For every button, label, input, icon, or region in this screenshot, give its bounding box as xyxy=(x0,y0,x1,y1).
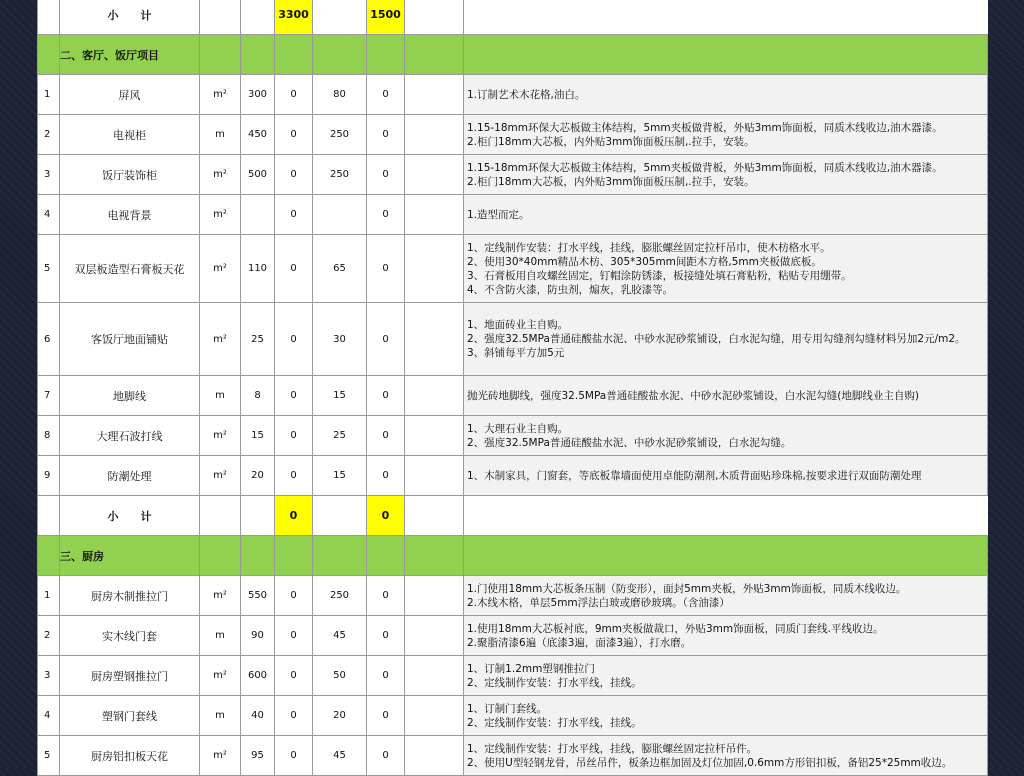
labor-total-cell[interactable]: 0 xyxy=(367,456,405,496)
subtotal-labor-cell[interactable] xyxy=(313,496,367,536)
quantity-cell[interactable]: 450 xyxy=(241,115,275,155)
material-price-cell[interactable]: 0 xyxy=(275,155,313,195)
table-row xyxy=(38,376,988,416)
table-row xyxy=(38,616,988,656)
quantity-cell[interactable]: 40 xyxy=(241,696,275,736)
row-index-cell[interactable]: 8 xyxy=(38,416,60,456)
blank-cell[interactable] xyxy=(405,235,464,303)
table-row xyxy=(38,155,988,195)
labor-price-cell[interactable]: 45 xyxy=(313,736,367,776)
unit-cell[interactable] xyxy=(200,576,241,616)
subtotal-desc-cell[interactable] xyxy=(405,0,464,35)
section-blank-cell[interactable] xyxy=(275,35,313,75)
description-cell[interactable]: 1、地面砖业主自购。 2、强度32.5MPa普通硅酸盐水泥、中砂水泥砂浆铺设，白水泥勾缝，用专用勾缝剂勾缝材料另加2元/m2。 3、斜铺每平方加5元 xyxy=(464,303,988,376)
quantity-cell[interactable]: 8 xyxy=(241,376,275,416)
labor-total-cell[interactable]: 0 xyxy=(367,696,405,736)
subtotal-label-cell[interactable]: 小 计 xyxy=(60,496,200,536)
subtotal-unit-cell[interactable] xyxy=(200,496,241,536)
unit-cell[interactable] xyxy=(200,376,241,416)
section-blank-cell[interactable] xyxy=(200,35,241,75)
item-name-cell[interactable]: 厨房塑钢推拉门 xyxy=(60,656,200,696)
labor-total-cell[interactable]: 0 xyxy=(367,235,405,303)
labor-total-cell[interactable]: 0 xyxy=(367,376,405,416)
item-name-cell[interactable]: 塑钢门套线 xyxy=(60,696,200,736)
unit-text: m xyxy=(215,390,225,401)
description-cell[interactable]: 1、木制家具，门窗套，等底板靠墙面使用卓能防潮剂,木质背面贴珍珠棉,按要求进行双面防潮处理 xyxy=(464,456,988,496)
subtotal-row xyxy=(38,0,988,35)
description-cell[interactable]: 1.使用18mm大芯板衬底，9mm夹板做裁口，外贴3mm饰面板，同质门套线.平线收边。 2.聚脂清漆6遍（底漆3遍，面漆3遍），打水磨。 xyxy=(464,616,988,656)
blank-cell[interactable] xyxy=(405,155,464,195)
row-index-cell[interactable]: 1 xyxy=(38,75,60,115)
item-name-cell[interactable]: 屏风 xyxy=(60,75,200,115)
section-blank-cell[interactable] xyxy=(241,35,275,75)
table-row xyxy=(38,736,988,776)
labor-price-cell[interactable]: 50 xyxy=(313,656,367,696)
section-title-cell[interactable]: 三、厨房 xyxy=(60,536,200,576)
material-price-cell[interactable]: 0 xyxy=(275,75,313,115)
labor-price-cell[interactable]: 250 xyxy=(313,115,367,155)
item-name-cell[interactable]: 饭厅装饰柜 xyxy=(60,155,200,195)
blank-cell[interactable] xyxy=(405,616,464,656)
item-name-cell[interactable]: 电视背景 xyxy=(60,195,200,235)
item-name-cell[interactable]: 客饭厅地面铺贴 xyxy=(60,303,200,376)
labor-price-cell[interactable]: 30 xyxy=(313,303,367,376)
labor-price-cell[interactable]: 15 xyxy=(313,376,367,416)
description-cell[interactable]: 抛光砖地脚线，强度32.5MPa普通硅酸盐水泥、中砂水泥砂浆铺设，白水泥勾缝(地脚线业主自购) xyxy=(464,376,988,416)
description-cell[interactable]: 1.15-18mm环保大芯板做主体结构，5mm夹板做背板，外贴3mm饰面板，同质木线收边,油木器漆。 2.柜门18mm大芯板，内外贴3mm饰面板压制,.拉手，安装。 xyxy=(464,155,988,195)
item-name-cell[interactable]: 双层板造型石膏板天花 xyxy=(60,235,200,303)
section-title-cell[interactable]: 二、客厅、饭厅项目 xyxy=(60,35,200,75)
subtotal-material-total-cell[interactable]: 0 xyxy=(275,496,313,536)
row-index-cell[interactable]: 1 xyxy=(38,576,60,616)
description-cell[interactable]: 1、订制门套线。 2、定线制作安装：打水平线，挂线。 xyxy=(464,696,988,736)
unit-cell[interactable] xyxy=(200,456,241,496)
blank-cell[interactable] xyxy=(405,75,464,115)
unit-cell[interactable] xyxy=(200,303,241,376)
section-index-cell[interactable] xyxy=(38,35,60,75)
quantity-cell[interactable]: 90 xyxy=(241,616,275,656)
unit-cell[interactable] xyxy=(200,75,241,115)
labor-total-cell[interactable]: 0 xyxy=(367,616,405,656)
section-blank-cell[interactable] xyxy=(405,35,464,75)
subtotal-labor-cell[interactable] xyxy=(313,0,367,35)
labor-total-cell[interactable]: 0 xyxy=(367,416,405,456)
row-index-cell[interactable]: 7 xyxy=(38,376,60,416)
labor-total-cell[interactable]: 0 xyxy=(367,656,405,696)
subtotal-material-total-cell[interactable]: 3300 xyxy=(275,0,313,35)
quantity-cell[interactable]: 15 xyxy=(241,416,275,456)
unit-text: m xyxy=(215,129,225,140)
unit-text: m² xyxy=(213,209,227,220)
row-index-cell[interactable]: 4 xyxy=(38,195,60,235)
labor-price-cell[interactable]: 80 xyxy=(313,75,367,115)
labor-total-cell[interactable]: 0 xyxy=(367,155,405,195)
table-row xyxy=(38,303,988,376)
material-price-cell[interactable]: 0 xyxy=(275,576,313,616)
material-price-cell[interactable]: 0 xyxy=(275,376,313,416)
unit-text: m² xyxy=(213,470,227,481)
blank-cell[interactable] xyxy=(405,576,464,616)
row-index-cell[interactable]: 4 xyxy=(38,696,60,736)
section-header-row xyxy=(38,536,988,576)
subtotal-labor-total-cell[interactable]: 1500 xyxy=(367,0,405,35)
labor-total-cell[interactable]: 0 xyxy=(367,736,405,776)
labor-price-cell[interactable]: 250 xyxy=(313,576,367,616)
unit-cell[interactable] xyxy=(200,736,241,776)
unit-text: m² xyxy=(213,590,227,601)
material-price-cell[interactable]: 0 xyxy=(275,303,313,376)
unit-cell[interactable] xyxy=(200,115,241,155)
row-index-cell[interactable]: 2 xyxy=(38,115,60,155)
labor-total-cell[interactable]: 0 xyxy=(367,195,405,235)
quantity-cell[interactable]: 600 xyxy=(241,656,275,696)
sheet-body xyxy=(38,0,988,776)
material-price-cell[interactable]: 0 xyxy=(275,656,313,696)
unit-cell[interactable] xyxy=(200,235,241,303)
unit-cell[interactable] xyxy=(200,696,241,736)
description-cell[interactable]: 1、定线制作安装：打水平线，挂线，膨胀螺丝固定拉杆吊巾，使木枋格水平。 2、使用30*40mm精品木枋、305*305mm间距木方格,5mm夹板做底板。 3、石膏板用自攻螺丝固定，钉帽涂防锈漆，板接缝处填石膏粘粉，粘贴专用绷带。 4、不含防火漆，防虫剂，煽灰，乳胶漆等。 xyxy=(464,235,988,303)
labor-price-cell[interactable]: 65 xyxy=(313,235,367,303)
unit-text: m² xyxy=(213,263,227,274)
section-blank-cell[interactable] xyxy=(313,35,367,75)
unit-text: m² xyxy=(213,89,227,100)
blank-cell[interactable] xyxy=(405,376,464,416)
item-name-cell[interactable]: 防潮处理 xyxy=(60,456,200,496)
budget-sheet xyxy=(37,0,988,776)
unit-text: m² xyxy=(213,430,227,441)
labor-total-cell[interactable]: 0 xyxy=(367,303,405,376)
table-row xyxy=(38,195,988,235)
row-index-cell[interactable]: 9 xyxy=(38,456,60,496)
description-cell[interactable]: 1.15-18mm环保大芯板做主体结构，5mm夹板做背板，外贴3mm饰面板，同质木线收边,油木器漆。 2.柜门18mm大芯板，内外贴3mm饰面板压制,.拉手，安装。 xyxy=(464,115,988,155)
unit-text: m² xyxy=(213,333,227,345)
labor-price-cell[interactable]: 15 xyxy=(313,456,367,496)
item-name-cell[interactable]: 地脚线 xyxy=(60,376,200,416)
section-blank-cell[interactable] xyxy=(313,536,367,576)
section-index-cell[interactable] xyxy=(38,536,60,576)
section-header-row xyxy=(38,35,988,75)
quantity-cell[interactable]: 95 xyxy=(241,736,275,776)
unit-text: m² xyxy=(213,670,227,681)
description-cell[interactable]: 1、订制1.2mm塑钢推拉门 2、定线制作安装：打水平线，挂线。 xyxy=(464,656,988,696)
subtotal-qty-cell[interactable] xyxy=(241,0,275,35)
table-row xyxy=(38,416,988,456)
quantity-cell[interactable]: 500 xyxy=(241,155,275,195)
subtotal-qty-cell[interactable] xyxy=(241,496,275,536)
row-index-cell[interactable]: 5 xyxy=(38,736,60,776)
row-index-cell[interactable]: 3 xyxy=(38,656,60,696)
table-row xyxy=(38,696,988,736)
unit-text: m xyxy=(215,630,225,641)
labor-total-cell[interactable]: 0 xyxy=(367,75,405,115)
description-cell[interactable]: 1.门使用18mm大芯板条压制（防变形），面封5mm夹板，外贴3mm饰面板，同质木线收边。 2.木线木格，单层5mm浮法白玻或磨砂玻璃。（含油漆） xyxy=(464,576,988,616)
section-blank-cell[interactable] xyxy=(367,536,405,576)
table-row xyxy=(38,456,988,496)
labor-total-cell[interactable]: 0 xyxy=(367,576,405,616)
table-row xyxy=(38,656,988,696)
description-cell[interactable]: 1、大理石业主自购。 2、强度32.5MPa普通硅酸盐水泥、中砂水泥砂浆铺设，白水泥勾缝。 xyxy=(464,416,988,456)
item-name-cell[interactable]: 厨房木制推拉门 xyxy=(60,576,200,616)
section-blank-cell[interactable] xyxy=(241,536,275,576)
quantity-cell[interactable]: 25 xyxy=(241,303,275,376)
description-cell[interactable]: 1.订制艺术木花格,油白。 xyxy=(464,75,988,115)
subtotal-row xyxy=(38,496,988,536)
labor-price-cell[interactable] xyxy=(313,195,367,235)
row-index-cell[interactable]: 6 xyxy=(38,303,60,376)
unit-text: m xyxy=(215,710,225,721)
blank-cell[interactable] xyxy=(405,656,464,696)
unit-cell[interactable] xyxy=(200,656,241,696)
material-price-cell[interactable]: 0 xyxy=(275,736,313,776)
blank-cell[interactable] xyxy=(405,115,464,155)
quantity-cell[interactable]: 110 xyxy=(241,235,275,303)
material-price-cell[interactable]: 0 xyxy=(275,235,313,303)
quantity-cell[interactable]: 300 xyxy=(241,75,275,115)
subtotal-unit-cell[interactable] xyxy=(200,0,241,35)
row-index-cell[interactable]: 2 xyxy=(38,616,60,656)
labor-total-cell[interactable]: 0 xyxy=(367,115,405,155)
quantity-cell[interactable]: 20 xyxy=(241,456,275,496)
row-index-cell[interactable]: 3 xyxy=(38,155,60,195)
subtotal-desc-cell[interactable] xyxy=(405,496,464,536)
material-price-cell[interactable]: 0 xyxy=(275,416,313,456)
material-price-cell[interactable]: 0 xyxy=(275,616,313,656)
labor-price-cell[interactable]: 20 xyxy=(313,696,367,736)
blank-cell[interactable] xyxy=(405,303,464,376)
unit-text: m² xyxy=(213,750,227,761)
blank-cell[interactable] xyxy=(405,416,464,456)
blank-cell[interactable] xyxy=(405,195,464,235)
material-price-cell[interactable]: 0 xyxy=(275,696,313,736)
section-blank-cell[interactable] xyxy=(200,536,241,576)
unit-cell[interactable] xyxy=(200,416,241,456)
blank-cell[interactable] xyxy=(405,456,464,496)
item-name-cell[interactable]: 大理石波打线 xyxy=(60,416,200,456)
quantity-cell[interactable] xyxy=(241,195,275,235)
table-row xyxy=(38,576,988,616)
blank-cell[interactable] xyxy=(405,696,464,736)
item-name-cell[interactable]: 电视柜 xyxy=(60,115,200,155)
labor-price-cell[interactable]: 250 xyxy=(313,155,367,195)
labor-price-cell[interactable]: 45 xyxy=(313,616,367,656)
subtotal-index-cell[interactable] xyxy=(38,0,60,35)
unit-cell[interactable] xyxy=(200,195,241,235)
material-price-cell[interactable]: 0 xyxy=(275,195,313,235)
unit-cell[interactable] xyxy=(200,155,241,195)
section-blank-cell[interactable] xyxy=(275,536,313,576)
section-desc-cell[interactable] xyxy=(464,536,988,576)
section-blank-cell[interactable] xyxy=(367,35,405,75)
subtotal-labor-total-cell[interactable]: 0 xyxy=(367,496,405,536)
description-cell[interactable]: 1、定线制作安装：打水平线，挂线，膨胀螺丝固定拉杆吊件。 2、使用U型轻钢龙骨，吊丝吊件，板条边框加固及灯位加固,0.6mm方形铝扣板，备铝25*25mm收边。 xyxy=(464,736,988,776)
table-row xyxy=(38,75,988,115)
material-price-cell[interactable]: 0 xyxy=(275,115,313,155)
item-name-cell[interactable]: 实木线门套 xyxy=(60,616,200,656)
table-row xyxy=(38,235,988,303)
description-cell[interactable]: 1.造型而定。 xyxy=(464,195,988,235)
material-price-cell[interactable]: 0 xyxy=(275,456,313,496)
table-row xyxy=(38,115,988,155)
section-desc-cell[interactable] xyxy=(464,35,988,75)
item-name-cell[interactable]: 厨房铝扣板天花 xyxy=(60,736,200,776)
quantity-cell[interactable]: 550 xyxy=(241,576,275,616)
subtotal-label-cell[interactable]: 小 计 xyxy=(60,0,200,35)
row-index-cell[interactable]: 5 xyxy=(38,235,60,303)
section-blank-cell[interactable] xyxy=(405,536,464,576)
labor-price-cell[interactable]: 25 xyxy=(313,416,367,456)
unit-text: m² xyxy=(213,169,227,180)
subtotal-index-cell[interactable] xyxy=(38,496,60,536)
unit-cell[interactable] xyxy=(200,616,241,656)
blank-cell[interactable] xyxy=(405,736,464,776)
